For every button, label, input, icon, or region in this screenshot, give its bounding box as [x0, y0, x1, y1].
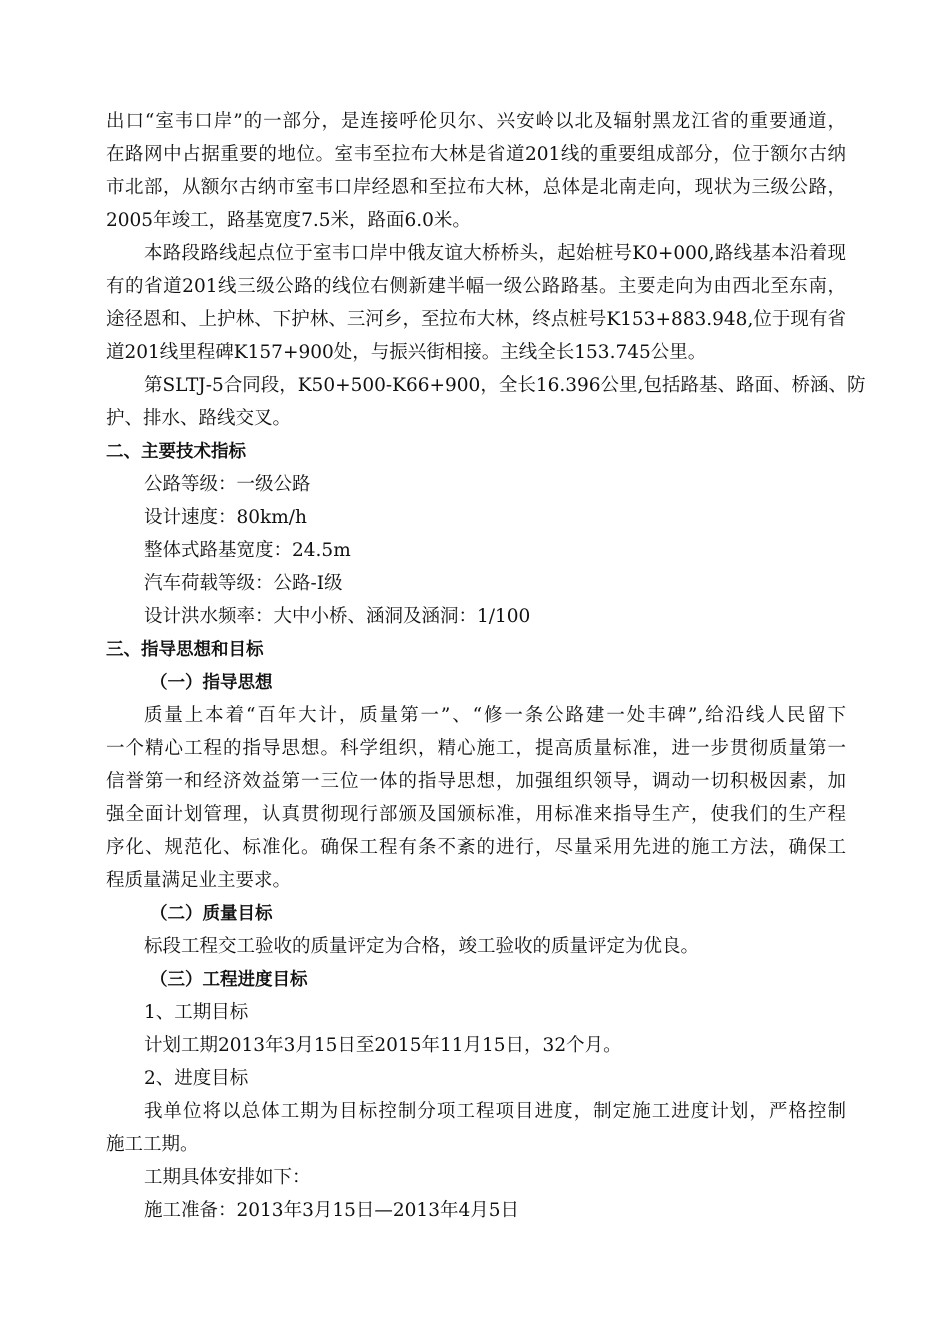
spec-item: 汽车荷载等级：公路-I级 [144, 573, 343, 594]
paragraph-line: 道201线里程碑K157+900处，与振兴街相接。主线全长153.745公里。 [106, 342, 707, 363]
numbered-item: 1、工期目标 [144, 1002, 249, 1023]
section-heading: 二、主要技术指标 [106, 442, 246, 462]
subsection-heading: （三）工程进度目标 [150, 970, 308, 990]
spec-item: 整体式路基宽度：24.5m [144, 540, 351, 561]
paragraph-line: 一个精心工程的指导思想。科学组织，精心施工，提高质量标准，进一步贯彻质量第一 [106, 738, 846, 759]
paragraph-line: 出口“室韦口岸”的一部分，是连接呼伦贝尔、兴安岭以北及辐射黑龙江省的重要通道， [106, 111, 846, 132]
paragraph-line: 途径恩和、上护林、下护林、三河乡，至拉布大林，终点桩号K153+883.948,位于现有省 [106, 309, 846, 330]
section-heading: 三、指导思想和目标 [106, 640, 264, 660]
paragraph-line: 2005年竣工，路基宽度7.5米，路面6.0米。 [106, 210, 471, 231]
paragraph-line: 标段工程交工验收的质量评定为合格，竣工验收的质量评定为优良。 [144, 936, 700, 957]
paragraph-line: 计划工期2013年3月15日至2015年11月15日，32个月。 [144, 1035, 622, 1056]
paragraph-line: 信誉第一和经济效益第一三位一体的指导思想，加强组织领导，调动一切积极因素，加 [106, 771, 846, 792]
spec-item: 设计速度：80km/h [144, 507, 307, 528]
paragraph-line: 质量上本着“百年大计，质量第一”、“修一条公路建一处丰碑”,给沿线人民留下 [144, 705, 846, 726]
numbered-item: 2、进度目标 [144, 1068, 249, 1089]
subsection-heading: （二）质量目标 [150, 904, 273, 924]
paragraph-line: 工期具体安排如下： [144, 1167, 311, 1188]
paragraph-line: 程质量满足业主要求。 [106, 870, 292, 891]
paragraph-line: 本路段路线起点位于室韦口岸中俄友谊大桥桥头，起始桩号K0+000,路线基本沿着现 [144, 243, 846, 264]
paragraph-line: 护、排水、路线交叉。 [106, 408, 292, 429]
paragraph-line: 我单位将以总体工期为目标控制分项工程项目进度，制定施工进度计划，严格控制 [144, 1101, 846, 1122]
paragraph-line: 有的省道201线三级公路的线位右侧新建半幅一级公路路基。主要走向为由西北至东南， [106, 276, 846, 297]
paragraph-line: 施工准备：2013年3月15日—2013年4月5日 [144, 1200, 520, 1221]
paragraph-line: 强全面计划管理，认真贯彻现行部颁及国颁标准，用标准来指导生产，使我们的生产程 [106, 804, 846, 825]
paragraph-line: 在路网中占据重要的地位。室韦至拉布大林是省道201线的重要组成部分，位于额尔古纳 [106, 144, 846, 165]
paragraph-line: 序化、规范化、标准化。确保工程有条不紊的进行，尽量采用先进的施工方法，确保工 [106, 837, 846, 858]
spec-item: 公路等级：一级公路 [144, 474, 311, 495]
paragraph-line: 第SLTJ-5合同段，K50+500-K66+900，全长16.396公里,包括路基、路面、桥涵、防 [144, 375, 866, 396]
subsection-heading: （一）指导思想 [150, 673, 273, 693]
spec-item: 设计洪水频率：大中小桥、涵洞及涵洞：1/100 [144, 606, 531, 627]
paragraph-line: 施工工期。 [106, 1134, 199, 1155]
paragraph-line: 市北部，从额尔古纳市室韦口岸经恩和至拉布大林，总体是北南走向，现状为三级公路， [106, 177, 846, 198]
